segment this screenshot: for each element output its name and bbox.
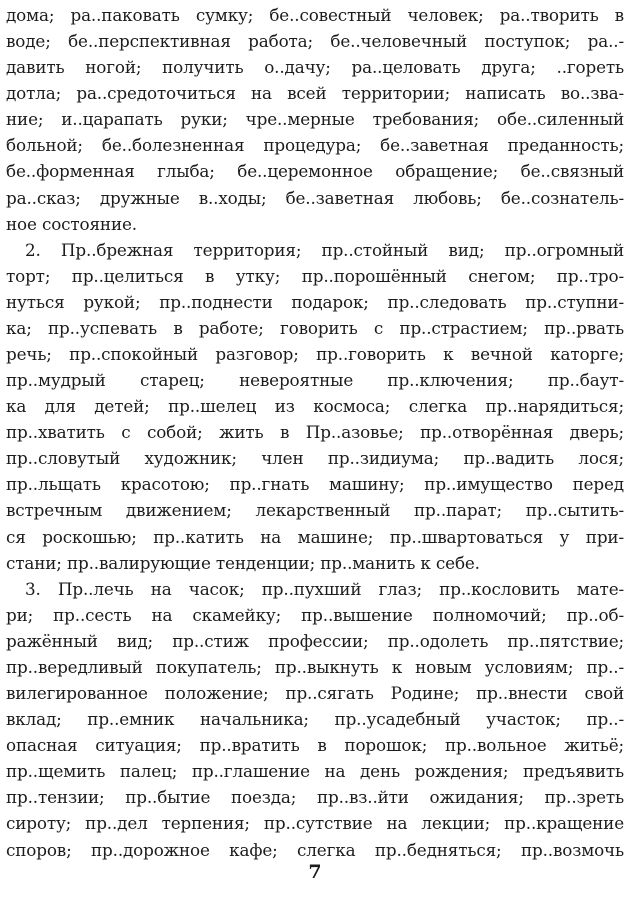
text-line: ное состояние. xyxy=(6,213,137,234)
text-line: 2. Пр..брежная территория; пр..стойный вид; пр..огромный xyxy=(25,239,624,260)
text-line: торт; пр..целиться в утку; пр..порошённый снегом; пр..тро- xyxy=(6,265,624,286)
text-line: давить ногой; получить о..дачу; ра..целовать друга; ..гореть xyxy=(6,57,624,78)
text-line: пр..словутый художник; член пр..зидиума; пр..вадить лося; xyxy=(6,448,624,469)
text-line: пр..льщать красотою; пр..гнать машину; пр..имущество перед xyxy=(6,474,624,495)
text-line: споров; пр..дорожное кафе; слегка пр..бедняться; пр..возмочь xyxy=(6,839,624,860)
text-line: пр..вередливый покупатель; пр..выкнуть к новым условиям; пр..- xyxy=(6,656,624,677)
text-line: больной; бе..болезненная процедура; бе..заветная преданность; xyxy=(6,135,624,156)
text-line: пр..тензии; пр..бытие поезда; пр..вз..йти ожидания; пр..зреть xyxy=(6,787,624,808)
text-line: ние; и..царапать руки; чре..мерные требования; обе..силенный xyxy=(6,109,624,130)
page-number: 7 xyxy=(308,861,322,883)
text-line: дотла; ра..средоточиться на всей территории; написать во..зва- xyxy=(6,83,624,104)
text-line: ка; пр..успевать в работе; говорить с пр..страстием; пр..рвать xyxy=(6,317,624,338)
text-line: дома; ра..паковать сумку; бе..совестный человек; ра..творить в xyxy=(6,5,624,25)
text-line: опасная ситуация; пр..вратить в порошок; пр..вольное житьё; xyxy=(6,735,624,756)
text-line: пр..мудрый старец; невероятные пр..ключения; пр..баут- xyxy=(6,370,624,391)
text-line: стани; пр..валирующие тенденции; пр..манить к себе. xyxy=(6,552,480,573)
text-line: вклад; пр..емник начальника; пр..усадебный участок; пр..- xyxy=(6,709,624,730)
text-line: 3. Пр..лечь на часок; пр..пухший глаз; пр..кословить мате- xyxy=(25,578,624,599)
text-line: ри; пр..сесть на скамейку; пр..вышение полномочий; пр..об- xyxy=(6,604,624,625)
text-line: речь; пр..спокойный разговор; пр..говорить к вечной каторге; xyxy=(6,344,624,365)
text-line: ка для детей; пр..шелец из космоса; слегка пр..нарядиться; xyxy=(6,396,624,417)
exercise-text xyxy=(6,2,624,863)
text-line: воде; бе..перспективная работа; бе..человечный поступок; ра..- xyxy=(6,31,624,52)
text-line: нуться рукой; пр..поднести подарок; пр..следовать пр..ступни- xyxy=(6,291,624,312)
text-line: вилегированное положение; пр..сягать Родине; пр..внести свой xyxy=(6,683,624,704)
text-line: встречным движением; лекарственный пр..парат; пр..сытить- xyxy=(6,500,624,521)
text-line: ся роскошью; пр..катить на машине; пр..швартоваться у при- xyxy=(6,526,624,547)
text-line: ра..сказ; дружные в..ходы; бе..заветная любовь; бе..сознатель- xyxy=(6,187,624,208)
text-line: пр..щемить палец; пр..глашение на день рождения; предъявить xyxy=(6,761,624,782)
text-line: пр..хватить с собой; жить в Пр..азовье; пр..отворённая дверь; xyxy=(6,422,624,443)
text-line: сироту; пр..дел терпения; пр..сутствие на лекции; пр..кращение xyxy=(6,813,624,834)
text-line: ражённый вид; пр..стиж профессии; пр..одолеть пр..пятствие; xyxy=(6,630,624,651)
text-line: бе..форменная глыба; бе..церемонное обращение; бе..связный xyxy=(6,161,624,182)
